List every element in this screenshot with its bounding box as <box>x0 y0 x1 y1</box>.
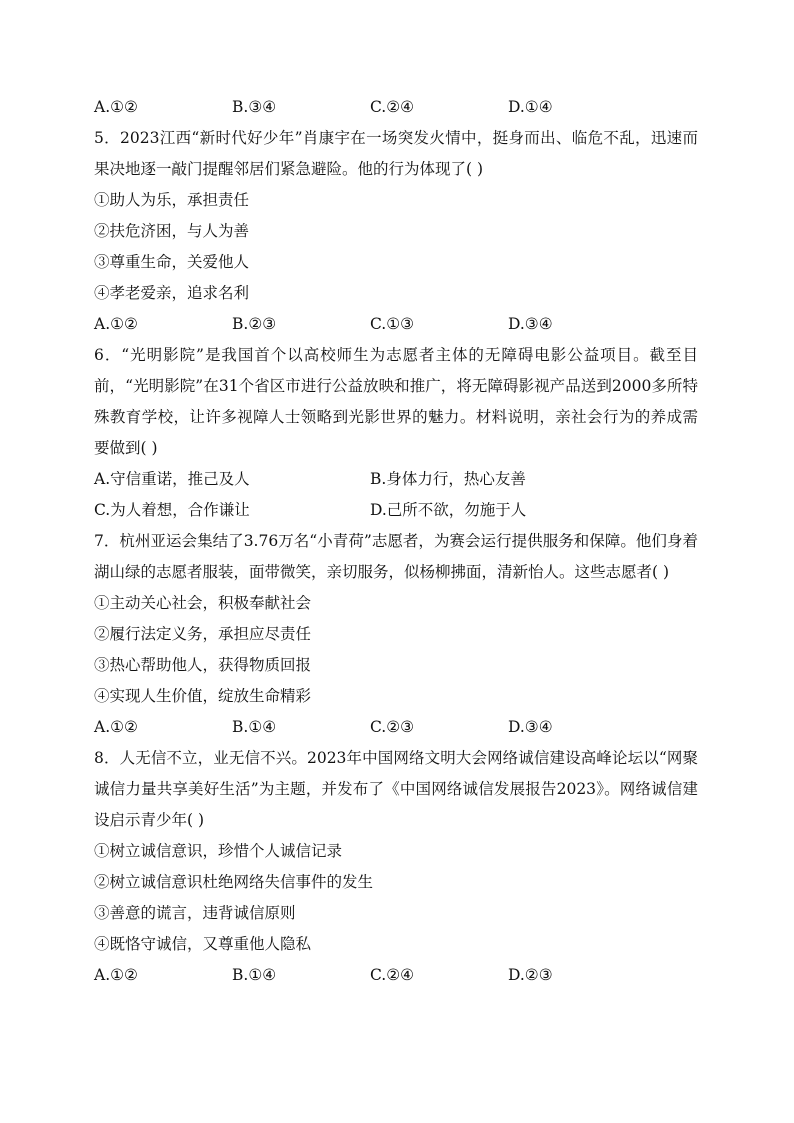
q5-option-a[interactable]: A.①② <box>94 315 138 333</box>
q8-item-2: ②树立诚信意识杜绝网络失信事件的发生 <box>94 873 374 891</box>
q4-option-b[interactable]: B.③④ <box>232 98 277 116</box>
q4-options <box>94 92 698 123</box>
q7-option-d[interactable]: D.③④ <box>508 718 553 736</box>
q8-item-3: ③善意的谎言，违背诚信原则 <box>94 904 296 922</box>
q7-stem: 7．杭州亚运会集结了3.76万名“小青荷”志愿者，为赛会运行提供服务和保障。他们身着湖山绿的志愿者服装，面带微笑，亲切服务，似杨柳拂面，清新怡人。这些志愿者( ) <box>94 532 698 581</box>
q8-option-a[interactable]: A.①② <box>94 966 138 984</box>
q8-option-c[interactable]: C.②④ <box>370 966 415 984</box>
q4-option-d[interactable]: D.①④ <box>508 98 553 116</box>
q8-options <box>94 960 698 991</box>
q8-option-d[interactable]: D.②③ <box>508 966 553 984</box>
q8-option-b[interactable]: B.①④ <box>232 966 277 984</box>
q6-options-row1 <box>94 464 698 495</box>
q5-item-2: ②扶危济困，与人为善 <box>94 222 250 240</box>
q7-option-b[interactable]: B.①④ <box>232 718 277 736</box>
q7-item-1: ①主动关心社会，积极奉献社会 <box>94 594 312 612</box>
q8-item-1: ①树立诚信意识，珍惜个人诚信记录 <box>94 842 343 860</box>
q7-item-2: ②履行法定义务，承担应尽责任 <box>94 625 312 643</box>
q5-item-1: ①助人为乐，承担责任 <box>94 191 250 209</box>
q6-stem: 6．“光明影院”是我国首个以高校师生为志愿者主体的无障碍电影公益项目。截至目前，“光明影院”在31个省区市进行公益放映和推广，将无障碍影视产品送到2000多所特殊教育学校，让许多视障人士领略到光影世界的魅力。材料说明，亲社会行为的养成需要做到( ) <box>94 346 698 457</box>
q5-item-4: ④孝老爱亲，追求名利 <box>94 284 250 302</box>
q4-option-a[interactable]: A.①② <box>94 98 138 116</box>
q5-options <box>94 309 698 340</box>
q7-option-a[interactable]: A.①② <box>94 718 138 736</box>
q6-option-b[interactable]: B.身体力行，热心友善 <box>370 470 526 488</box>
q5-item-3: ③尊重生命，关爱他人 <box>94 253 250 271</box>
q8-item-4: ④既恪守诚信，又尊重他人隐私 <box>94 935 312 953</box>
q5-option-d[interactable]: D.③④ <box>508 315 553 333</box>
q6-option-a[interactable]: A.守信重诺，推己及人 <box>94 470 250 488</box>
q7-item-3: ③热心帮助他人，获得物质回报 <box>94 656 312 674</box>
q5-option-b[interactable]: B.②③ <box>232 315 277 333</box>
q5-option-c[interactable]: C.①③ <box>370 315 415 333</box>
q8-stem: 8．人无信不立，业无信不兴。2023年中国网络文明大会网络诚信建设高峰论坛以“网聚诚信力量共享美好生活”为主题，并发布了《中国网络诚信发展报告2023》。网络诚信建设启示青少年( ) <box>94 749 698 829</box>
q6-option-c[interactable]: C.为人着想，合作谦让 <box>94 501 250 519</box>
exam-page <box>94 92 698 991</box>
q5-stem: 5．2023江西“新时代好少年”肖康宇在一场突发火情中，挺身而出、临危不乱，迅速而果决地逐一敲门提醒邻居们紧急避险。他的行为体现了( ) <box>94 129 698 178</box>
q6-option-d[interactable]: D.己所不欲，勿施于人 <box>370 501 527 519</box>
q7-options <box>94 712 698 743</box>
q6-options-row2 <box>94 495 698 526</box>
q4-option-c[interactable]: C.②④ <box>370 98 415 116</box>
q7-option-c[interactable]: C.②③ <box>370 718 415 736</box>
q7-item-4: ④实现人生价值，绽放生命精彩 <box>94 687 312 705</box>
